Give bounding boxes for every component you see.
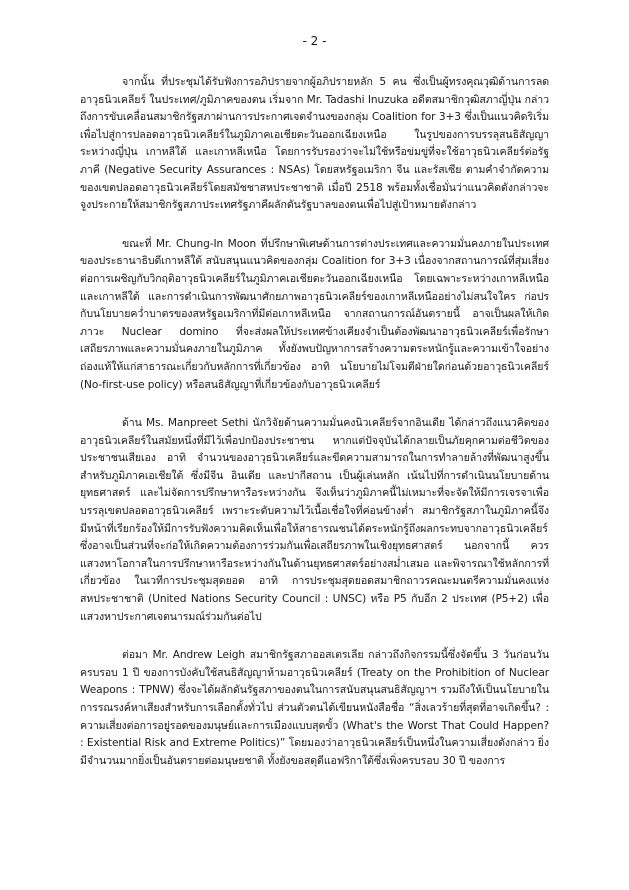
paragraph-chung-in-moon: ขณะที่ Mr. Chung-In Moon ที่ปรึกษาพิเศษด้านการต่างประเทศและความมั่นคงภายในประเทศของประธานาธิบดีเกาหลีใต้ สนับสนุนแนวคิดของกลุ่ม Coalition for 3+3 เนื่องจากสถานการณ์ที่สุ่มเสี่ยงต่อการเผชิญกับวิกฤติอาวุธนิวเคลียร์ในภูมิภาคเอเชียตะวันออกเฉียงเหนือ โดยเฉพาะระหว่างเกาหลีเหนือและเกาหลีใต้ และการดำเนินการพัฒนาศักยภาพอาวุธนิวเคลียร์ของเกาหลีเหนืออย่างไม่สนใจใคร ก่อปรกับนโยบายคว่ำบาตรของสหรัฐอเมริกาที่มีต่อเกาหลีเหนือ จากสถานการณ์อันตรายนี้ อาจเป็นผลให้เกิดภาวะ Nuclear domino ที่จะส่งผลให้ประเทศข้างเคียงจำเป็นต้องพัฒนาอาวุธนิวเคลียร์เพื่อรักษาเสถียรภาพและความมั่นคงภายในภูมิภาค ทั้งยังพบปัญหาการสร้างความตระหนักรู้และความเข้าใจอย่างถ่องแท้ให้แก่สาธารณะเกี่ยวกับหลักการที่เกี่ยวข้อง อาทิ นโยบายไม่โจมตีฝ่ายใดก่อนด้วยอาวุธนิวเคลียร์ (No-first-use policy) หรือสนธิสัญญาที่เกี่ยวข้องกับอาวุธนิวเคลียร์ bbox=[80, 237, 549, 391]
page-number: - 2 - bbox=[302, 34, 327, 48]
paragraph-andrew-leigh: ต่อมา Mr. Andrew Leigh สมาชิกรัฐสภาออสเตรเลีย กล่าวถึงกิจกรรมนี้ซึ่งจัดขึ้น 3 วันก่อนวันครบรอบ 1 ปี ของการบังคับใช้สนธิสัญญาห้ามอาวุธนิวเคลียร์ (Treaty on the Prohibition of Nuclear Weapons : TPNW) ซึ่งจะได้ผลักดันรัฐสภาของตนในการสนับสนุนสนธิสัญญาฯ รวมถึงให้เป็นนโยบายในการรณรงค์หาเสียงสำหรับการเลือกตั้งทั่วไป ส่วนตัวตนได้เขียนหนังสือชื่อ “สิ่งเลวร้ายที่สุดที่อาจเกิดขึ้น? : ความเสี่ยงต่อการอยู่รอดของมนุษย์และการเมืองแบบสุดขั้ว (What's the Worst That Could Happen? : Existential Risk and Extreme Politics)” โดยมองว่าอาวุธนิวเคลียร์เป็นหนึ่งในความเสี่ยงดังกล่าว ยิ่งมีจำนวนมากยิ่งเป็นอันตรายต่อมนุษยชาติ ทั้งยังขอสดุดีแอฟริกาใต้ซึ่งเพิ่งครบรอบ 30 ปี ของการ bbox=[80, 649, 549, 767]
paragraph-panel-speakers-intro: จากนั้น ที่ประชุมได้รับฟังการอภิปรายจากผู้อภิปรายหลัก 5 คน ซึ่งเป็นผู้ทรงคุณวุฒิด้านการลดอาวุธนิวเคลียร์ ในประเทศ/ภูมิภาคของตน เริ่มจาก Mr. Tadashi Inuzuka อดีตสมาชิกวุฒิสภาญี่ปุ่น กล่าวถึงการขับเคลื่อนสมาชิกรัฐสภาผ่านการประกาศเจตจำนงของกลุ่ม Coalition for 3+3 ซึ่งเป็นแนวคิดริเริ่มเพื่อไปสู่การปลอดอาวุธนิวเคลียร์ในภูมิภาคเอเชียตะวันออกเฉียงเหนือ ในรูปของการบรรลุสนธิสัญญาระหว่างญี่ปุ่น เกาหลีใต้ และเกาหลีเหนือ โดยการรับรองว่าจะไม่ใช้หรือข่มขู่ที่จะใช้อาวุธนิวเคลียร์ต่อรัฐภาคี (Negative Security Assurances : NSAs) โดยสหรัฐอเมริกา จีน และรัสเซีย ตามคำจำกัดความของเขตปลอดอาวุธนิวเคลียร์โดยสมัชชาสหประชาชาติ เมื่อปี 2518 พร้อมทั้งเชื่อมั่นว่าแนวคิดดังกล่าวจะจูงประกายให้สมาชิกรัฐสภาประเทศรัฐภาคีผลักดันรัฐบาลของตนเพื่อไปสู่เป้าหมายดังกล่าว bbox=[80, 76, 549, 212]
paragraph-manpreet-sethi: ด้าน Ms. Manpreet Sethi นักวิจัยด้านความมั่นคงนิวเคลียร์จากอินเดีย ได้กล่าวถึงแนวคิดของอาวุธนิวเคลียร์ในสมัยหนึ่งที่มีไว้เพื่อปกป้องประชาชน หากแต่ปัจจุบันได้กลายเป็นภัยคุกคามต่อชีวิตของประชาชนเสียเอง อาทิ จำนวนของอาวุธนิวเคลียร์และขีดความสามารถในการทำลายล้างที่พัฒนาสูงขึ้น สำหรับภูมิภาคเอเชียใต้ ซึ่งมีจีน อินเดีย และปากีสถาน เป็นผู้เล่นหลัก เน้นไปที่การดำเนินนโยบายด้านยุทธศาสตร์ และไม่จัดการปรึกษาหารือระหว่างกัน จึงเห็นว่าภูมิภาคนี้ไม่เหมาะที่จะจัดให้มีการเจรจาเพื่อบรรลุเขตปลอดอาวุธนิวเคลียร์ เพราะระดับความไว้เนื้อเชื่อใจที่ค่อนข้างต่ำ สมาชิกรัฐสภาในภูมิภาคนี้จึงมีหน้าที่เรียกร้องให้มีการรับฟังความคิดเห็นเพื่อให้สาธารณชนได้ตระหนักรู้ถึงผลกระทบจากอาวุธนิวเคลียร์ ซึ่งอาจเป็นส่วนที่จะก่อให้เกิดความต้องการร่วมกันเพื่อเสถียรภาพในเชิงยุทธศาสตร์ นอกจากนี้ ควรแสวงหาโอกาสในการปรึกษาหารือระหว่างกันในด้านยุทธศาสตร์อย่างสม่ำเสมอ และพิจารณาใช้หลักการที่เกี่ยวข้อง ในเวทีการประชุมสุดยอด อาทิ การประชุมสุดยอดสมาชิกถาวรคณะมนตรีความมั่นคงแห่งสหประชาชาติ (United Nations Security Council : UNSC) หรือ P5 กับอีก 2 ประเทศ (P5+2) เพื่อแสวงหาประกาศเจตนารมณ์ร่วมกันต่อไป bbox=[80, 417, 549, 623]
